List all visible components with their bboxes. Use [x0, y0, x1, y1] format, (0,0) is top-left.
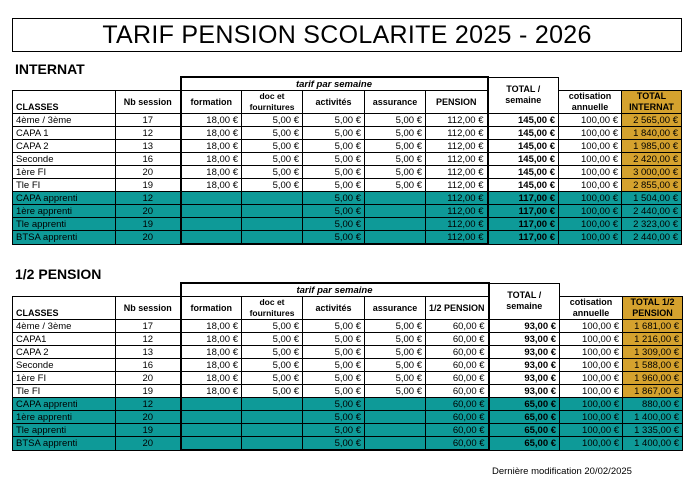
header-activites: activités: [303, 91, 365, 114]
cell-classe: Tle apprenti: [13, 218, 116, 231]
cell-doc: 5,00 €: [242, 320, 303, 333]
cell-formation: [181, 192, 242, 205]
table-row: [13, 424, 683, 437]
cell-doc: 5,00 €: [242, 372, 303, 385]
cell-total: 145,00 €: [488, 140, 559, 153]
cell-classe: CAPA 1: [13, 127, 116, 140]
table-row: [13, 205, 682, 218]
cell-assurance: 5,00 €: [365, 179, 426, 192]
cell-assurance: 5,00 €: [365, 320, 426, 333]
cell-assurance: 5,00 €: [365, 385, 426, 398]
cell-cotisation: 100,00 €: [559, 166, 622, 179]
cell-total: 145,00 €: [488, 127, 559, 140]
cell-total-annuel: 1 309,00 €: [623, 346, 683, 359]
cell-total-annuel: 1 840,00 €: [622, 127, 682, 140]
cell-classe: CAPA 2: [13, 140, 116, 153]
cell-activites: 5,00 €: [303, 346, 365, 359]
cell-activites: 5,00 €: [303, 359, 365, 372]
cell-formation: 18,00 €: [181, 127, 242, 140]
cell-doc: 5,00 €: [242, 127, 303, 140]
cell-total: 93,00 €: [489, 372, 560, 385]
cell-nb-session: 17: [116, 320, 181, 333]
cell-total-annuel: 1 681,00 €: [623, 320, 683, 333]
cell-cotisation: 100,00 €: [559, 179, 622, 192]
cell-formation: 18,00 €: [181, 320, 242, 333]
cell-formation: 18,00 €: [181, 166, 242, 179]
cell-activites: 5,00 €: [303, 385, 365, 398]
cell-formation: 18,00 €: [181, 385, 242, 398]
cell-formation: [181, 231, 242, 245]
cell-formation: [181, 398, 242, 411]
cell-pension: 112,00 €: [426, 114, 488, 127]
cell-assurance: 5,00 €: [365, 346, 426, 359]
cell-total-annuel: 2 440,00 €: [622, 231, 682, 245]
cell-classe: Tle apprenti: [13, 424, 116, 437]
cell-cotisation: 100,00 €: [560, 359, 623, 372]
table-row: [13, 385, 683, 398]
page-title: TARIF PENSION SCOLARITE 2025 - 2026: [12, 18, 682, 52]
cell-assurance: [365, 231, 426, 245]
cell-total-annuel: 1 588,00 €: [623, 359, 683, 372]
cell-doc: [242, 192, 303, 205]
header-nb-session: Nb session: [116, 91, 181, 114]
table-row: [13, 320, 683, 333]
cell-activites: 5,00 €: [303, 140, 365, 153]
cell-activites: 5,00 €: [303, 127, 365, 140]
cell-activites: 5,00 €: [303, 437, 365, 451]
cell-assurance: [365, 411, 426, 424]
cell-doc: 5,00 €: [242, 179, 303, 192]
cell-nb-session: 19: [116, 424, 181, 437]
cell-total: 145,00 €: [488, 114, 559, 127]
cell-doc: [242, 205, 303, 218]
cell-total-annuel: 1 400,00 €: [623, 411, 683, 424]
cell-activites: 5,00 €: [303, 166, 365, 179]
cell-formation: 18,00 €: [181, 333, 242, 346]
cell-total: 93,00 €: [489, 320, 560, 333]
cell-pension: 60,00 €: [426, 333, 489, 346]
cell-total: 93,00 €: [489, 346, 560, 359]
cell-classe: 4ème / 3ème: [13, 320, 116, 333]
cell-activites: 5,00 €: [303, 114, 365, 127]
cell-doc: 5,00 €: [242, 333, 303, 346]
cell-doc: 5,00 €: [242, 114, 303, 127]
header-formation: formation: [181, 91, 242, 114]
cell-cotisation: 100,00 €: [560, 372, 623, 385]
cell-activites: 5,00 €: [303, 333, 365, 346]
cell-classe: 4ème / 3ème: [13, 114, 116, 127]
table-row: [13, 346, 683, 359]
cell-total: 117,00 €: [488, 231, 559, 245]
cell-assurance: [365, 437, 426, 451]
cell-classe: Seconde: [13, 359, 116, 372]
cell-total: 93,00 €: [489, 333, 560, 346]
table-row: [13, 398, 683, 411]
table-row: [13, 114, 682, 127]
cell-nb-session: 20: [116, 411, 181, 424]
cell-formation: [181, 205, 242, 218]
cell-total: 145,00 €: [488, 179, 559, 192]
cell-pension: 112,00 €: [426, 192, 488, 205]
cell-pension: 112,00 €: [426, 153, 488, 166]
cell-pension: 112,00 €: [426, 218, 488, 231]
cell-formation: 18,00 €: [181, 140, 242, 153]
cell-total: 117,00 €: [488, 205, 559, 218]
cell-nb-session: 19: [116, 385, 181, 398]
cell-pension: 60,00 €: [426, 437, 489, 451]
cell-doc: [242, 231, 303, 245]
cell-classe: CAPA apprenti: [13, 398, 116, 411]
table-row: [13, 153, 682, 166]
cell-nb-session: 20: [116, 205, 181, 218]
cell-classe: 1ère apprenti: [13, 411, 116, 424]
cell-formation: [181, 437, 242, 451]
cell-pension: 60,00 €: [426, 346, 489, 359]
cell-classe: 1ère FI: [13, 166, 116, 179]
cell-doc: 5,00 €: [242, 359, 303, 372]
cell-cotisation: 100,00 €: [560, 411, 623, 424]
cell-pension: 60,00 €: [426, 359, 489, 372]
cell-cotisation: 100,00 €: [560, 346, 623, 359]
table-row: [13, 359, 683, 372]
cell-doc: 5,00 €: [242, 166, 303, 179]
cell-doc: [242, 437, 303, 451]
header-nb-session: Nb session: [116, 297, 181, 320]
cell-doc: [242, 411, 303, 424]
cell-cotisation: 100,00 €: [560, 333, 623, 346]
cell-total-annuel: 1 216,00 €: [623, 333, 683, 346]
header-classes: CLASSES: [13, 297, 116, 320]
cell-cotisation: 100,00 €: [560, 385, 623, 398]
cell-total-annuel: 2 420,00 €: [622, 153, 682, 166]
cell-nb-session: 16: [116, 153, 181, 166]
cell-pension: 60,00 €: [426, 411, 489, 424]
cell-nb-session: 19: [116, 179, 181, 192]
cell-assurance: 5,00 €: [365, 333, 426, 346]
header-total: TOTAL / semaine: [488, 77, 559, 114]
cell-pension: 112,00 €: [426, 127, 488, 140]
cell-pension: 112,00 €: [426, 205, 488, 218]
cell-total: 65,00 €: [489, 437, 560, 451]
cell-cotisation: 100,00 €: [559, 127, 622, 140]
cell-assurance: [365, 218, 426, 231]
cell-cotisation: 100,00 €: [559, 205, 622, 218]
cell-doc: [242, 398, 303, 411]
cell-assurance: [365, 205, 426, 218]
table-row: [13, 333, 683, 346]
header-total: TOTAL / semaine: [489, 283, 560, 320]
cell-pension: 112,00 €: [426, 231, 488, 245]
cell-cotisation: 100,00 €: [559, 114, 622, 127]
cell-classe: Seconde: [13, 153, 116, 166]
cell-total: 93,00 €: [489, 359, 560, 372]
cell-nb-session: 20: [116, 166, 181, 179]
cell-assurance: 5,00 €: [365, 153, 426, 166]
cell-total-annuel: 2 323,00 €: [622, 218, 682, 231]
header-activites: activités: [303, 297, 365, 320]
cell-total: 93,00 €: [489, 385, 560, 398]
cell-pension: 60,00 €: [426, 320, 489, 333]
cell-total: 145,00 €: [488, 153, 559, 166]
cell-doc: [242, 218, 303, 231]
cell-pension: 60,00 €: [426, 372, 489, 385]
demi-pension-table: [12, 282, 683, 451]
cell-nb-session: 12: [116, 398, 181, 411]
cell-cotisation: 100,00 €: [559, 153, 622, 166]
cell-total-annuel: 1 985,00 €: [622, 140, 682, 153]
cell-pension: 112,00 €: [426, 179, 488, 192]
header-pension: PENSION: [426, 91, 488, 114]
cell-nb-session: 20: [116, 231, 181, 245]
table-row: [13, 166, 682, 179]
cell-formation: 18,00 €: [181, 346, 242, 359]
cell-total-annuel: 1 504,00 €: [622, 192, 682, 205]
cell-doc: [242, 424, 303, 437]
table-row: [13, 411, 683, 424]
cell-doc: 5,00 €: [242, 385, 303, 398]
cell-cotisation: 100,00 €: [559, 231, 622, 245]
cell-doc: 5,00 €: [242, 153, 303, 166]
header-group: tarif par semaine: [181, 283, 489, 297]
cell-assurance: 5,00 €: [365, 359, 426, 372]
cell-activites: 5,00 €: [303, 231, 365, 245]
cell-doc: 5,00 €: [242, 346, 303, 359]
cell-classe: CAPA apprenti: [13, 192, 116, 205]
cell-formation: 18,00 €: [181, 153, 242, 166]
cell-total-annuel: 2 855,00 €: [622, 179, 682, 192]
cell-activites: 5,00 €: [303, 192, 365, 205]
header-assurance: assurance: [365, 297, 426, 320]
cell-total: 145,00 €: [488, 166, 559, 179]
cell-nb-session: 12: [116, 333, 181, 346]
table-row: [13, 231, 682, 245]
cell-cotisation: 100,00 €: [560, 320, 623, 333]
cell-assurance: 5,00 €: [365, 140, 426, 153]
cell-cotisation: 100,00 €: [560, 437, 623, 451]
cell-pension: 60,00 €: [426, 385, 489, 398]
cell-total-annuel: 1 867,00 €: [623, 385, 683, 398]
cell-cotisation: 100,00 €: [559, 192, 622, 205]
cell-doc: 5,00 €: [242, 140, 303, 153]
header-pension: 1/2 PENSION: [426, 297, 489, 320]
cell-formation: [181, 424, 242, 437]
table-row: [13, 192, 682, 205]
cell-cotisation: 100,00 €: [559, 140, 622, 153]
cell-activites: 5,00 €: [303, 372, 365, 385]
table-row: [13, 179, 682, 192]
cell-nb-session: 12: [116, 192, 181, 205]
cell-nb-session: 13: [116, 140, 181, 153]
cell-formation: 18,00 €: [181, 114, 242, 127]
header-cotisation: cotisation annuelle: [560, 297, 623, 320]
cell-assurance: [365, 424, 426, 437]
cell-nb-session: 19: [116, 218, 181, 231]
cell-classe: CAPA1: [13, 333, 116, 346]
cell-total-annuel: 3 000,00 €: [622, 166, 682, 179]
cell-total: 65,00 €: [489, 411, 560, 424]
cell-nb-session: 13: [116, 346, 181, 359]
header-cotisation: cotisation annuelle: [559, 91, 622, 114]
cell-assurance: [365, 398, 426, 411]
table-row: [13, 437, 683, 451]
cell-nb-session: 20: [116, 372, 181, 385]
cell-activites: 5,00 €: [303, 424, 365, 437]
cell-total: 117,00 €: [488, 218, 559, 231]
cell-formation: [181, 411, 242, 424]
header-doc: doc et fournitures: [242, 91, 303, 114]
cell-classe: Tle FI: [13, 179, 116, 192]
cell-activites: 5,00 €: [303, 218, 365, 231]
cell-cotisation: 100,00 €: [559, 218, 622, 231]
section-title-demi-pension: 1/2 PENSION: [15, 266, 102, 282]
table-row: [13, 140, 682, 153]
cell-classe: Tle FI: [13, 385, 116, 398]
cell-total-annuel: 2 440,00 €: [622, 205, 682, 218]
cell-activites: 5,00 €: [303, 411, 365, 424]
last-modification-note: Dernière modification 20/02/2025: [492, 466, 632, 477]
cell-total-annuel: 1 400,00 €: [623, 437, 683, 451]
cell-pension: 112,00 €: [426, 140, 488, 153]
cell-classe: 1ère FI: [13, 372, 116, 385]
cell-pension: 112,00 €: [426, 166, 488, 179]
cell-total-annuel: 2 565,00 €: [622, 114, 682, 127]
header-formation: formation: [181, 297, 242, 320]
cell-formation: 18,00 €: [181, 179, 242, 192]
table-row: [13, 127, 682, 140]
cell-total-annuel: 880,00 €: [623, 398, 683, 411]
header-doc: doc et fournitures: [242, 297, 303, 320]
cell-activites: 5,00 €: [303, 205, 365, 218]
cell-total: 65,00 €: [489, 398, 560, 411]
section-title-internat: INTERNAT: [15, 61, 85, 77]
cell-activites: 5,00 €: [303, 320, 365, 333]
cell-formation: 18,00 €: [181, 372, 242, 385]
cell-classe: CAPA 2: [13, 346, 116, 359]
cell-activites: 5,00 €: [303, 179, 365, 192]
cell-classe: 1ère apprenti: [13, 205, 116, 218]
cell-assurance: 5,00 €: [365, 127, 426, 140]
header-group: tarif par semaine: [181, 77, 488, 91]
internat-table: [12, 76, 682, 245]
cell-assurance: 5,00 €: [365, 114, 426, 127]
table-row: [13, 372, 683, 385]
header-total-annuel: TOTAL INTERNAT: [622, 91, 682, 114]
cell-assurance: [365, 192, 426, 205]
cell-nb-session: 20: [116, 437, 181, 451]
cell-pension: 60,00 €: [426, 398, 489, 411]
header-classes: CLASSES: [13, 91, 116, 114]
cell-total-annuel: 1 335,00 €: [623, 424, 683, 437]
cell-cotisation: 100,00 €: [560, 398, 623, 411]
cell-nb-session: 12: [116, 127, 181, 140]
cell-activites: 5,00 €: [303, 398, 365, 411]
header-assurance: assurance: [365, 91, 426, 114]
cell-formation: [181, 218, 242, 231]
cell-formation: 18,00 €: [181, 359, 242, 372]
cell-cotisation: 100,00 €: [560, 424, 623, 437]
cell-classe: BTSA apprenti: [13, 231, 116, 245]
cell-classe: BTSA apprenti: [13, 437, 116, 451]
cell-total-annuel: 1 960,00 €: [623, 372, 683, 385]
cell-nb-session: 16: [116, 359, 181, 372]
cell-assurance: 5,00 €: [365, 372, 426, 385]
cell-total: 117,00 €: [488, 192, 559, 205]
cell-nb-session: 17: [116, 114, 181, 127]
cell-total: 65,00 €: [489, 424, 560, 437]
header-total-annuel: TOTAL 1/2 PENSION: [623, 297, 683, 320]
cell-activites: 5,00 €: [303, 153, 365, 166]
table-row: [13, 218, 682, 231]
cell-assurance: 5,00 €: [365, 166, 426, 179]
cell-pension: 60,00 €: [426, 424, 489, 437]
